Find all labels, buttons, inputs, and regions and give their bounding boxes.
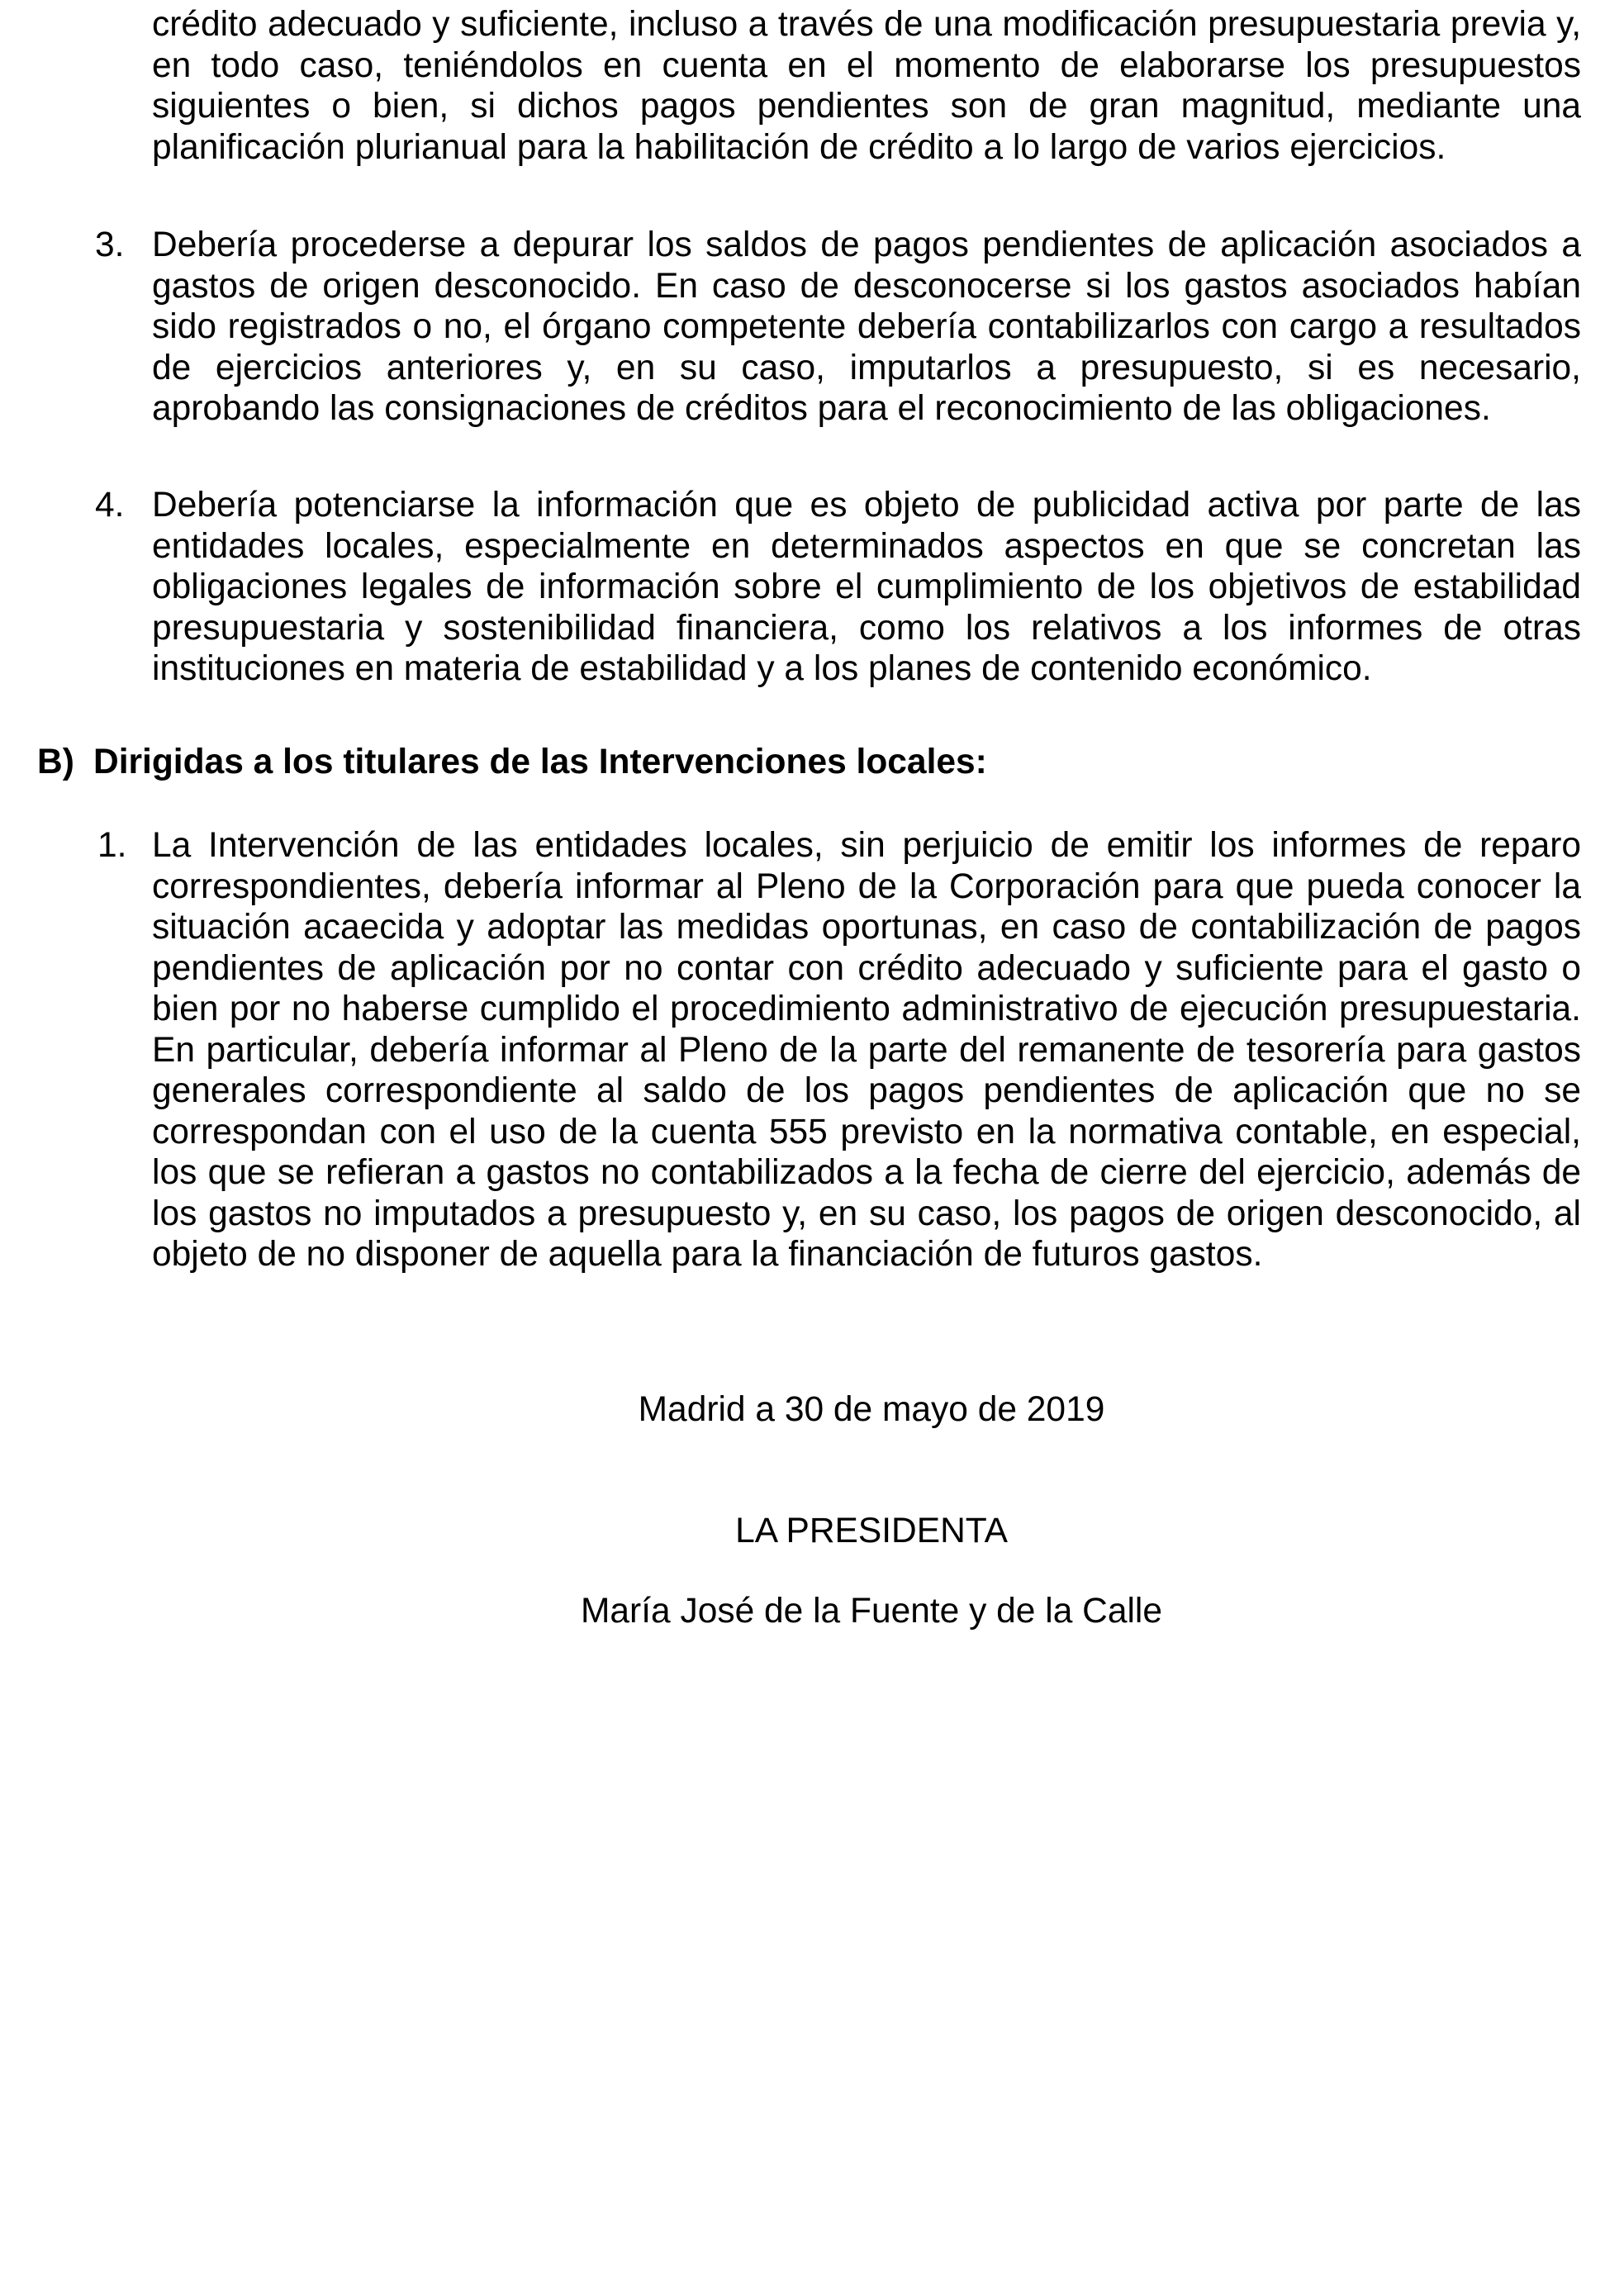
continuation-paragraph — [152, 4, 1581, 168]
section-b-title: Dirigidas a los titulares de las Intervenciones locales: — [93, 743, 987, 781]
section-b-heading — [37, 742, 987, 783]
recommendation-b-item-1 — [97, 825, 1581, 1275]
recommendation-item-4 — [95, 485, 1581, 690]
item-text: Debería potenciarse la información que es objeto de publicidad activa por parte de las entidades locales, especialmente en determinados aspectos en que se concretan las obligaciones legales de información sobre el cumplimiento de los objetivos de estabilidad presupuestaria y sostenibilidad financiera, como los relativos a los informes de otras instituciones en materia de estabilidad y a los planes de contenido económico. — [152, 486, 1581, 688]
recommendation-item-3 — [95, 225, 1581, 430]
signatory-role: LA PRESIDENTA — [735, 1512, 1008, 1550]
section-b-label: B) — [37, 743, 74, 781]
item-number: 3. — [95, 226, 125, 264]
item-number: 4. — [95, 486, 125, 525]
item-text: Debería procederse a depurar los saldos de pagos pendientes de aplicación asociados a gastos de origen desconocido. En caso de desconocerse si los gastos asociados habían sido registrados o no, el órgano competente debería contabilizarlos con cargo a resultados de ejercicios anteriores y, en su caso, imputarlos a presupuesto, si es necesario, aprobando las consignaciones de créditos para el reconocimiento de las obligaciones. — [152, 226, 1581, 428]
item-number: 1. — [97, 826, 127, 865]
place-date: Madrid a 30 de mayo de 2019 — [638, 1390, 1105, 1429]
signatory-name: María José de la Fuente y de la Calle — [581, 1592, 1162, 1631]
continuation-text: crédito adecuado y suficiente, incluso a través de una modificación presupuestaria previa y, en todo caso, teniéndolos en cuenta en el momento de elaborarse los presupuestos siguientes o bien, si dichos pagos pendientes son de gran magnitud, mediante una planificación plurianual para la habilitación de crédito a lo largo de varios ejercicios. — [152, 5, 1581, 167]
item-text: La Intervención de las entidades locales, sin perjuicio de emitir los informes de reparo correspondientes, debería informar al Pleno de la Corporación para que pueda conocer la situación acaecida y adoptar las medidas oportunas, en caso de contabilización de pagos pendientes de aplicación por no contar con crédito adecuado y suficiente para el gasto o bien por no haberse cumplido el procedimiento administrativo de ejecución presupuestaria. En particular, debería informar al Pleno de la parte del remanente de tesorería para gastos generales correspondiente al saldo de los pagos pendientes de aplicación que no se correspondan con el uso de la cuenta 555 previsto en la normativa contable, en especial, los que se refieran a gastos no contabilizados a la fecha de cierre del ejercicio, además de los gastos no imputados a presupuesto y, en su caso, los pagos de origen desconocido, al objeto de no disponer de aquella para la financiación de futuros gastos. — [152, 826, 1581, 1274]
